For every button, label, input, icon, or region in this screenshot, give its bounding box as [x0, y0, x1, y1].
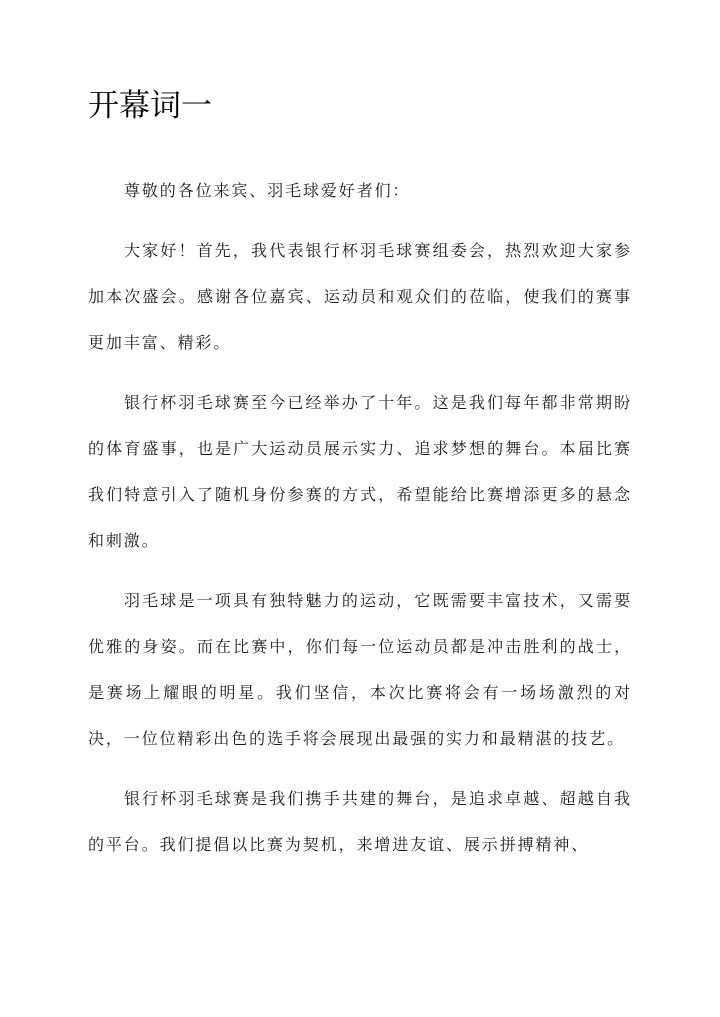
welcome-paragraph: 大家好！首先，我代表银行杯羽毛球赛组委会，热烈欢迎大家参加本次盛会。感谢各位嘉宾、运动员和观众们的莅临，使我们的赛事更加丰富、精彩。	[88, 241, 632, 352]
badminton-paragraph: 羽毛球是一项具有独特魅力的运动，它既需要丰富技术，又需要优雅的身姿。而在比赛中，你们每一位运动员都是冲击胜利的战士，是赛场上耀眼的明星。我们坚信，本次比赛将会有一场场激烈的对决，一位位精彩出色的选手将会展现出最强的实力和最精湛的技艺。	[88, 591, 632, 748]
salutation-paragraph: 尊敬的各位来宾、羽毛球爱好者们：	[124, 181, 411, 200]
document-title: 开幕词一	[88, 88, 212, 124]
history-paragraph: 银行杯羽毛球赛至今已经举办了十年。这是我们每年都非常期盼的体育盛事，也是广大运动员展示实力、追求梦想的舞台。本届比赛我们特意引入了随机身份参赛的方式，希望能给比赛增添更多的悬念和刺激。	[88, 393, 632, 550]
document-body	[88, 168, 632, 882]
platform-paragraph: 银行杯羽毛球赛是我们携手共建的舞台，是追求卓越、超越自我的平台。我们提倡以比赛为契机，来增进友谊、展示拼搏精神、	[88, 789, 632, 854]
